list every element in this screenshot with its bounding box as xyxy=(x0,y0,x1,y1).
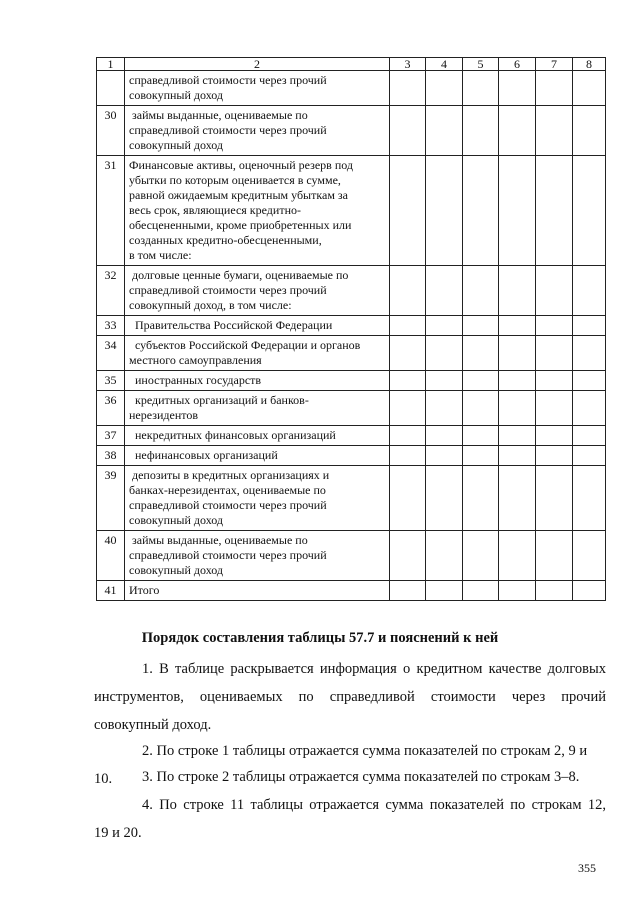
empty-value-cell xyxy=(499,316,536,336)
empty-value-cell xyxy=(463,266,499,316)
empty-value-cell xyxy=(499,466,536,531)
empty-value-cell xyxy=(573,156,606,266)
row-description xyxy=(125,371,390,391)
paragraph-2: 2. По строке 1 таблицы отражается сумма показателей по строкам 2, 9 и 10. xyxy=(94,743,588,787)
table-row xyxy=(97,266,606,316)
empty-value-cell xyxy=(573,531,606,581)
empty-value-cell xyxy=(390,426,426,446)
empty-value-cell xyxy=(426,71,463,106)
empty-value-cell xyxy=(463,71,499,106)
empty-value-cell xyxy=(499,446,536,466)
description-line: займы выданные, оцениваемые по xyxy=(129,108,308,122)
table-row xyxy=(97,71,606,106)
page-number: 355 xyxy=(578,861,596,875)
row-description xyxy=(125,581,390,601)
empty-value-cell xyxy=(573,426,606,446)
description-line: займы выданные, оцениваемые по xyxy=(129,533,308,547)
table-body xyxy=(97,71,606,601)
row-description xyxy=(125,316,390,336)
empty-value-cell xyxy=(499,336,536,371)
description-line: нерезидентов xyxy=(129,408,198,422)
description-line: справедливой стоимости через прочий xyxy=(129,123,327,137)
table-row xyxy=(97,446,606,466)
table-row xyxy=(97,106,606,156)
column-header: 6 xyxy=(499,58,536,71)
row-description xyxy=(125,156,390,266)
row-description xyxy=(125,71,390,106)
empty-value-cell xyxy=(390,446,426,466)
description-line: весь срок, являющиеся кредитно- xyxy=(129,203,301,217)
empty-value-cell xyxy=(390,531,426,581)
description-line: убытки по которым оценивается в сумме, xyxy=(129,173,341,187)
row-description xyxy=(125,266,390,316)
empty-value-cell xyxy=(499,156,536,266)
description-line: депозиты в кредитных организациях и xyxy=(129,468,330,482)
empty-value-cell xyxy=(426,581,463,601)
empty-value-cell xyxy=(390,581,426,601)
paragraph-1-line-2: инструментов, оцениваемых по справедливой стоимости через прочий xyxy=(94,689,606,705)
empty-value-cell xyxy=(463,531,499,581)
column-header: 2 xyxy=(125,58,390,71)
column-header: 3 xyxy=(390,58,426,71)
description-line: совокупный доход xyxy=(129,138,224,152)
empty-value-cell xyxy=(536,266,573,316)
empty-value-cell xyxy=(463,371,499,391)
empty-value-cell xyxy=(499,266,536,316)
data-table xyxy=(96,57,606,601)
section-title: Порядок составления таблицы 57.7 и пояснений к ней xyxy=(141,630,499,646)
empty-value-cell xyxy=(573,446,606,466)
empty-value-cell xyxy=(499,531,536,581)
description-line: долговые ценные бумаги, оцениваемые по xyxy=(129,268,349,282)
description-line: субъектов Российской Федерации и органов xyxy=(129,338,361,352)
description-line: банках-нерезидентах, оцениваемые по xyxy=(129,483,326,497)
row-number xyxy=(97,71,125,106)
empty-value-cell xyxy=(573,336,606,371)
empty-value-cell xyxy=(499,371,536,391)
row-number: 34 xyxy=(97,336,125,371)
empty-value-cell xyxy=(426,391,463,426)
column-header: 4 xyxy=(426,58,463,71)
table-row xyxy=(97,426,606,446)
empty-value-cell xyxy=(390,336,426,371)
paragraph-1-line-1: 1. В таблице раскрывается информация о кредитном качестве долговых xyxy=(142,661,606,677)
row-number: 39 xyxy=(97,466,125,531)
description-line: местного самоуправления xyxy=(129,353,262,367)
table-row xyxy=(97,466,606,531)
empty-value-cell xyxy=(463,466,499,531)
column-header: 7 xyxy=(536,58,573,71)
empty-value-cell xyxy=(536,106,573,156)
empty-value-cell xyxy=(499,71,536,106)
description-line: равной ожидаемым кредитным убыткам за xyxy=(129,188,348,202)
paragraph-3: 3. По строке 2 таблицы отражается сумма показателей по строкам 3–8. xyxy=(142,769,580,785)
empty-value-cell xyxy=(463,391,499,426)
empty-value-cell xyxy=(536,426,573,446)
empty-value-cell xyxy=(573,391,606,426)
row-number: 32 xyxy=(97,266,125,316)
paragraph-4-line-1: 4. По строке 11 таблицы отражается сумма показателей по строкам 12, xyxy=(142,797,606,813)
description-line: обесцененными, кроме приобретенных или xyxy=(129,218,352,232)
description-line: Итого xyxy=(129,583,160,597)
empty-value-cell xyxy=(463,581,499,601)
empty-value-cell xyxy=(426,371,463,391)
empty-value-cell xyxy=(536,466,573,531)
paragraph-1-line-3: совокупный доход. xyxy=(94,717,212,733)
description-line: кредитных организаций и банков- xyxy=(129,393,309,407)
description-line: справедливой стоимости через прочий xyxy=(129,498,327,512)
empty-value-cell xyxy=(536,156,573,266)
empty-value-cell xyxy=(536,336,573,371)
empty-value-cell xyxy=(390,156,426,266)
empty-value-cell xyxy=(463,336,499,371)
row-description xyxy=(125,391,390,426)
description-line: справедливой стоимости через прочий xyxy=(129,73,327,87)
empty-value-cell xyxy=(426,316,463,336)
empty-value-cell xyxy=(536,391,573,426)
paragraph-4-line-2: 19 и 20. xyxy=(94,825,142,841)
empty-value-cell xyxy=(426,156,463,266)
description-line: Финансовые активы, оценочный резерв под xyxy=(129,158,354,172)
empty-value-cell xyxy=(536,531,573,581)
empty-value-cell xyxy=(426,266,463,316)
table-row xyxy=(97,316,606,336)
column-header: 5 xyxy=(463,58,499,71)
empty-value-cell xyxy=(390,266,426,316)
description-line: иностранных государств xyxy=(129,373,262,387)
row-number: 37 xyxy=(97,426,125,446)
table-row xyxy=(97,336,606,371)
empty-value-cell xyxy=(390,391,426,426)
row-description xyxy=(125,446,390,466)
description-line: справедливой стоимости через прочий xyxy=(129,548,327,562)
description-line: совокупный доход xyxy=(129,513,224,527)
description-line: совокупный доход xyxy=(129,563,224,577)
empty-value-cell xyxy=(463,106,499,156)
empty-value-cell xyxy=(463,316,499,336)
row-number: 36 xyxy=(97,391,125,426)
row-number: 30 xyxy=(97,106,125,156)
row-number: 35 xyxy=(97,371,125,391)
empty-value-cell xyxy=(426,531,463,581)
empty-value-cell xyxy=(573,371,606,391)
empty-value-cell xyxy=(499,426,536,446)
empty-value-cell xyxy=(426,106,463,156)
column-header: 1 xyxy=(97,58,125,71)
description-line: совокупный доход, в том числе: xyxy=(129,298,292,312)
description-line: Правительства Российской Федерации xyxy=(129,318,333,332)
row-description xyxy=(125,466,390,531)
empty-value-cell xyxy=(390,106,426,156)
description-line: нефинансовых организаций xyxy=(129,448,278,462)
empty-value-cell xyxy=(536,581,573,601)
empty-value-cell xyxy=(573,266,606,316)
empty-value-cell xyxy=(390,466,426,531)
description-line: совокупный доход xyxy=(129,88,224,102)
table-header-row xyxy=(97,58,606,71)
column-header: 8 xyxy=(573,58,606,71)
empty-value-cell xyxy=(390,71,426,106)
description-line: созданных кредитно-обесцененными, xyxy=(129,233,322,247)
empty-value-cell xyxy=(573,106,606,156)
empty-value-cell xyxy=(573,466,606,531)
empty-value-cell xyxy=(463,426,499,446)
empty-value-cell xyxy=(426,466,463,531)
row-number: 40 xyxy=(97,531,125,581)
empty-value-cell xyxy=(426,446,463,466)
table-row xyxy=(97,531,606,581)
empty-value-cell xyxy=(499,581,536,601)
empty-value-cell xyxy=(463,156,499,266)
row-number: 33 xyxy=(97,316,125,336)
empty-value-cell xyxy=(573,71,606,106)
empty-value-cell xyxy=(390,371,426,391)
table-row xyxy=(97,156,606,266)
empty-value-cell xyxy=(499,106,536,156)
empty-value-cell xyxy=(573,316,606,336)
empty-value-cell xyxy=(536,446,573,466)
table-row xyxy=(97,581,606,601)
empty-value-cell xyxy=(499,391,536,426)
description-line: справедливой стоимости через прочий xyxy=(129,283,327,297)
row-number: 38 xyxy=(97,446,125,466)
description-line: в том числе: xyxy=(129,248,192,262)
empty-value-cell xyxy=(463,446,499,466)
empty-value-cell xyxy=(536,71,573,106)
empty-value-cell xyxy=(426,336,463,371)
empty-value-cell xyxy=(426,426,463,446)
row-number: 41 xyxy=(97,581,125,601)
description-line: некредитных финансовых организаций xyxy=(129,428,336,442)
row-description xyxy=(125,426,390,446)
empty-value-cell xyxy=(573,581,606,601)
table-row xyxy=(97,391,606,426)
empty-value-cell xyxy=(536,371,573,391)
empty-value-cell xyxy=(390,316,426,336)
empty-value-cell xyxy=(536,316,573,336)
row-number: 31 xyxy=(97,156,125,266)
row-description xyxy=(125,106,390,156)
table-row xyxy=(97,371,606,391)
row-description xyxy=(125,336,390,371)
row-description xyxy=(125,531,390,581)
